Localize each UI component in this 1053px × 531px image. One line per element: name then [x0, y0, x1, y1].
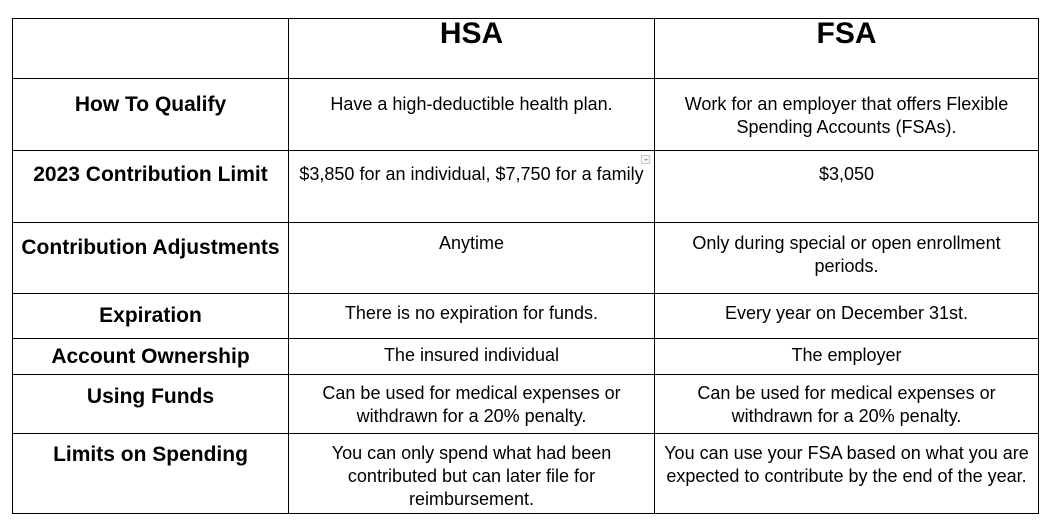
fsa-cell-contribution-limit: $3,050	[655, 151, 1039, 223]
hsa-cell-account-ownership: The insured individual	[289, 339, 655, 375]
header-cell-hsa: HSA	[289, 19, 655, 79]
row-label-using-funds: Using Funds	[13, 375, 289, 434]
row-label-contribution-limit: 2023 Contribution Limit	[13, 151, 289, 223]
table-row-how-to-qualify	[13, 79, 1039, 151]
row-label-expiration: Expiration	[13, 294, 289, 339]
hsa-cell-contribution-adjustments: Anytime	[289, 223, 655, 294]
row-label-how-to-qualify: How To Qualify	[13, 79, 289, 151]
hsa-cell-limits-on-spending: You can only spend what had been contributed but can later file for reimbursement.	[289, 434, 655, 514]
table-row-using-funds	[13, 375, 1039, 434]
table-row-expiration	[13, 294, 1039, 339]
hsa-cell-expiration: There is no expiration for funds.	[289, 294, 655, 339]
hsa-cell-using-funds: Can be used for medical expenses or withdrawn for a 20% penalty.	[289, 375, 655, 434]
fsa-cell-using-funds: Can be used for medical expenses or withdrawn for a 20% penalty.	[655, 375, 1039, 434]
hsa-fsa-comparison-table	[12, 18, 1039, 514]
fsa-cell-expiration: Every year on December 31st.	[655, 294, 1039, 339]
header-cell-empty	[13, 19, 289, 79]
table-row-contribution-limit	[13, 151, 1039, 223]
hsa-cell-contribution-limit	[289, 151, 655, 223]
fsa-cell-how-to-qualify: Work for an employer that offers Flexible Spending Accounts (FSAs).	[655, 79, 1039, 151]
fsa-cell-account-ownership: The employer	[655, 339, 1039, 375]
row-label-contribution-adjustments: Contribution Adjustments	[13, 223, 289, 294]
table-row-limits-on-spending	[13, 434, 1039, 514]
fsa-cell-contribution-adjustments: Only during special or open enrollment periods.	[655, 223, 1039, 294]
table-row-contribution-adjustments	[13, 223, 1039, 294]
row-label-limits-on-spending: Limits on Spending	[13, 434, 289, 514]
header-cell-fsa: FSA	[655, 19, 1039, 79]
row-label-account-ownership: Account Ownership	[13, 339, 289, 375]
table-row-account-ownership	[13, 339, 1039, 375]
fsa-cell-limits-on-spending: You can use your FSA based on what you are expected to contribute by the end of the year.	[655, 434, 1039, 514]
hsa-contribution-limit-text: $3,850 for an individual, $7,750 for a family	[299, 164, 644, 184]
hsa-cell-how-to-qualify: Have a high-deductible health plan.	[289, 79, 655, 151]
table-header-row	[13, 19, 1039, 79]
cell-dropdown-icon[interactable]	[641, 155, 650, 164]
